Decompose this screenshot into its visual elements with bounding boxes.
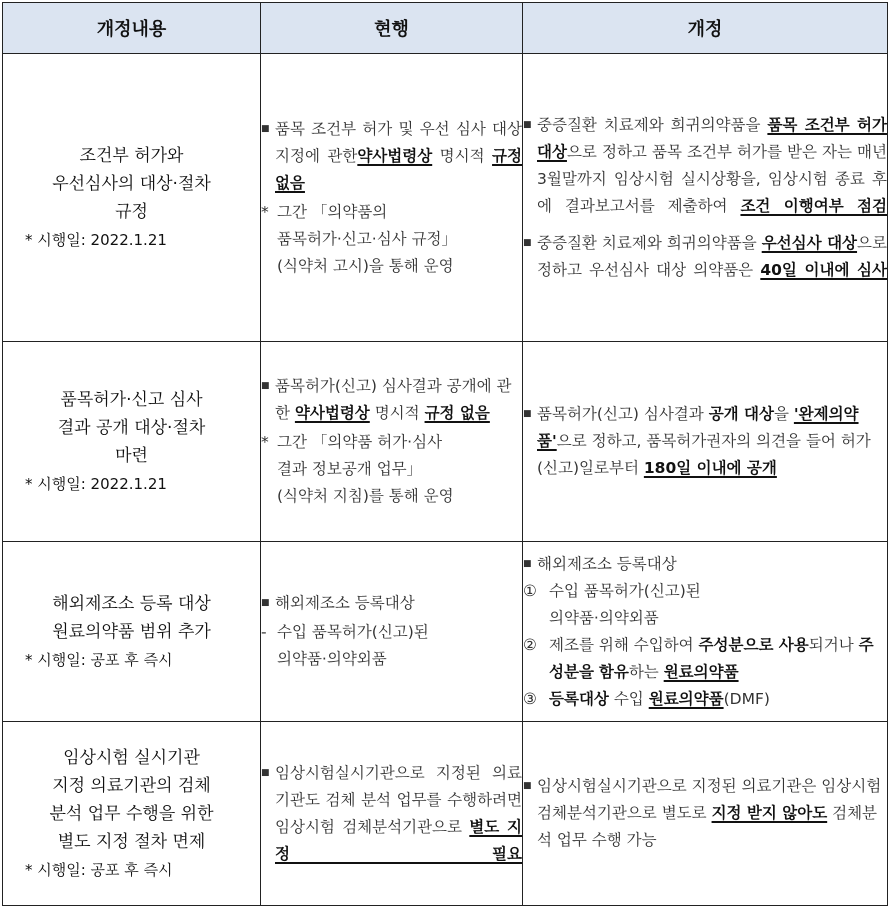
row3-current-bullet: ■ 해외제조소 등록대상 <box>261 590 522 617</box>
bullet-icon: ■ <box>523 237 532 248</box>
asterisk-icon: * <box>261 433 269 451</box>
row2-effective-date: * 시행일: 2022.1.21 <box>25 474 167 493</box>
row4-title-line: 지정 의료기관의 검체 <box>52 775 211 796</box>
row4-title-line: 별도 지정 절차 면제 <box>57 831 206 852</box>
row3-title-line: 원료의약품 범위 추가 <box>52 621 211 642</box>
row2-current-cell <box>261 342 523 542</box>
row3-revised-head: ■ 해외제조소 등록대상 <box>523 551 887 578</box>
row4-title-line: 임상시험 실시기관 <box>63 747 200 768</box>
bullet-icon: ■ <box>523 409 532 419</box>
row1-effective-date: * 시행일: 2022.1.21 <box>25 230 167 249</box>
row4-revised-bullet: ■ 임상시험실시기관으로 지정된 의료기관은 임상시험검체분석기관으로 별도로 지정 받지 않아도 검체분석 업무 수행 가능 <box>523 773 887 854</box>
table-row <box>3 342 888 542</box>
header-row <box>3 3 888 54</box>
row2-revised-cell <box>523 342 888 542</box>
row2-current-note: * 그간 「의약품 허가·심사 결과 정보공개 업무」 (식약처 지침)를 통해 운영 <box>261 429 522 510</box>
row2-title-line: 품목허가·신고 심사 <box>60 389 203 410</box>
row1-revised-bullet-b: ■ 중증질환 치료제와 희귀의약품을 우선심사 대상으로 정하고 우선심사 대상 의약품은 40일 이내에 심사 <box>523 230 887 284</box>
circled-two-icon: ② <box>523 635 537 654</box>
row4-revised-cell <box>523 722 888 906</box>
row1-title-line: 조건부 허가와 <box>79 145 184 166</box>
row1-revised-bullet-a: ■ 중증질환 치료제와 희귀의약품을 품목 조건부 허가 대상으로 정하고 품목 조건부 허가를 받은 자는 매년 3월말까지 임상시험 실시상황을, 임상시험 종료 후에 결과보고서를 제출하여 조건 이행여부 점검 <box>523 112 887 220</box>
row2-title-cell <box>3 342 261 542</box>
row3-title-line: 해외제조소 등록 대상 <box>52 593 211 614</box>
circled-three-icon: ③ <box>523 689 537 708</box>
row3-current-sub: - 수입 품목허가(신고)된 의약품·의약외품 <box>261 619 522 673</box>
row2-revised-bullet: ■ 품목허가(신고) 심사결과 공개 대상을 '완제의약품'으로 정하고, 품목허가권자의 의견을 들어 허가(신고)일로부터 180일 이내에 공개 <box>523 401 887 482</box>
row3-revised-item-1: ① 수입 품목허가(신고)된 의약품·의약외품 <box>523 578 887 632</box>
table-row <box>3 542 888 722</box>
header-revised: 개정 <box>523 3 888 54</box>
table-row <box>3 54 888 342</box>
bullet-icon: ■ <box>261 123 270 134</box>
row2-title-line: 결과 공개 대상·절차 <box>57 417 206 438</box>
bullet-icon: ■ <box>523 119 532 130</box>
dash-icon: - <box>261 623 267 641</box>
bullet-icon: ■ <box>261 767 270 778</box>
bullet-icon: ■ <box>261 598 270 608</box>
row1-current-bullet: ■ 품목 조건부 허가 및 우선 심사 대상 지정에 관한약사법령상 명시적 규정 없음 <box>261 116 522 197</box>
row4-current-bullet: ■ 임상시험실시기관으로 지정된 의료기관도 검체 분석 업무를 수행하려면 임상시험 검체분석기관으로 별도 지정 필요 <box>261 760 522 868</box>
row4-title-line: 분석 업무 수행을 위한 <box>49 803 214 824</box>
row4-current-cell <box>261 722 523 906</box>
row1-revised-cell <box>523 54 888 342</box>
row3-current-cell <box>261 542 523 722</box>
table-row <box>3 722 888 906</box>
bullet-icon: ■ <box>523 558 532 569</box>
row3-revised-item-3: ③ 등록대상 수입 원료의약품(DMF) <box>523 686 887 713</box>
bullet-icon: ■ <box>261 381 270 391</box>
row3-effective-date: * 시행일: 공포 후 즉시 <box>25 650 173 669</box>
row3-revised-cell <box>523 542 888 722</box>
row4-effective-date: * 시행일: 공포 후 즉시 <box>25 860 173 879</box>
row4-title-cell <box>3 722 261 906</box>
circled-one-icon: ① <box>523 581 537 600</box>
asterisk-icon: * <box>261 202 269 221</box>
row1-title-line: 규정 <box>115 201 148 222</box>
row1-current-cell <box>261 54 523 342</box>
row1-title-cell <box>3 54 261 342</box>
bullet-icon: ■ <box>523 781 532 791</box>
header-current: 현행 <box>261 3 523 54</box>
row1-current-note: * 그간 「의약품의 품목허가·신고·심사 규정」 (식약처 고시)을 통해 운영 <box>261 199 522 280</box>
row3-revised-item-2: ② 제조를 위해 수입하여 주성분으로 사용되거나 주성분을 함유하는 원료의약품 <box>523 632 887 686</box>
header-revision-content: 개정내용 <box>3 3 261 54</box>
row2-title-line: 마련 <box>115 445 148 466</box>
row3-title-cell <box>3 542 261 722</box>
row1-title-line: 우선심사의 대상·절차 <box>52 173 211 194</box>
comparison-table <box>2 2 888 906</box>
row2-current-bullet: ■ 품목허가(신고) 심사결과 공개에 관한 약사법령상 명시적 규정 없음 <box>261 373 522 427</box>
